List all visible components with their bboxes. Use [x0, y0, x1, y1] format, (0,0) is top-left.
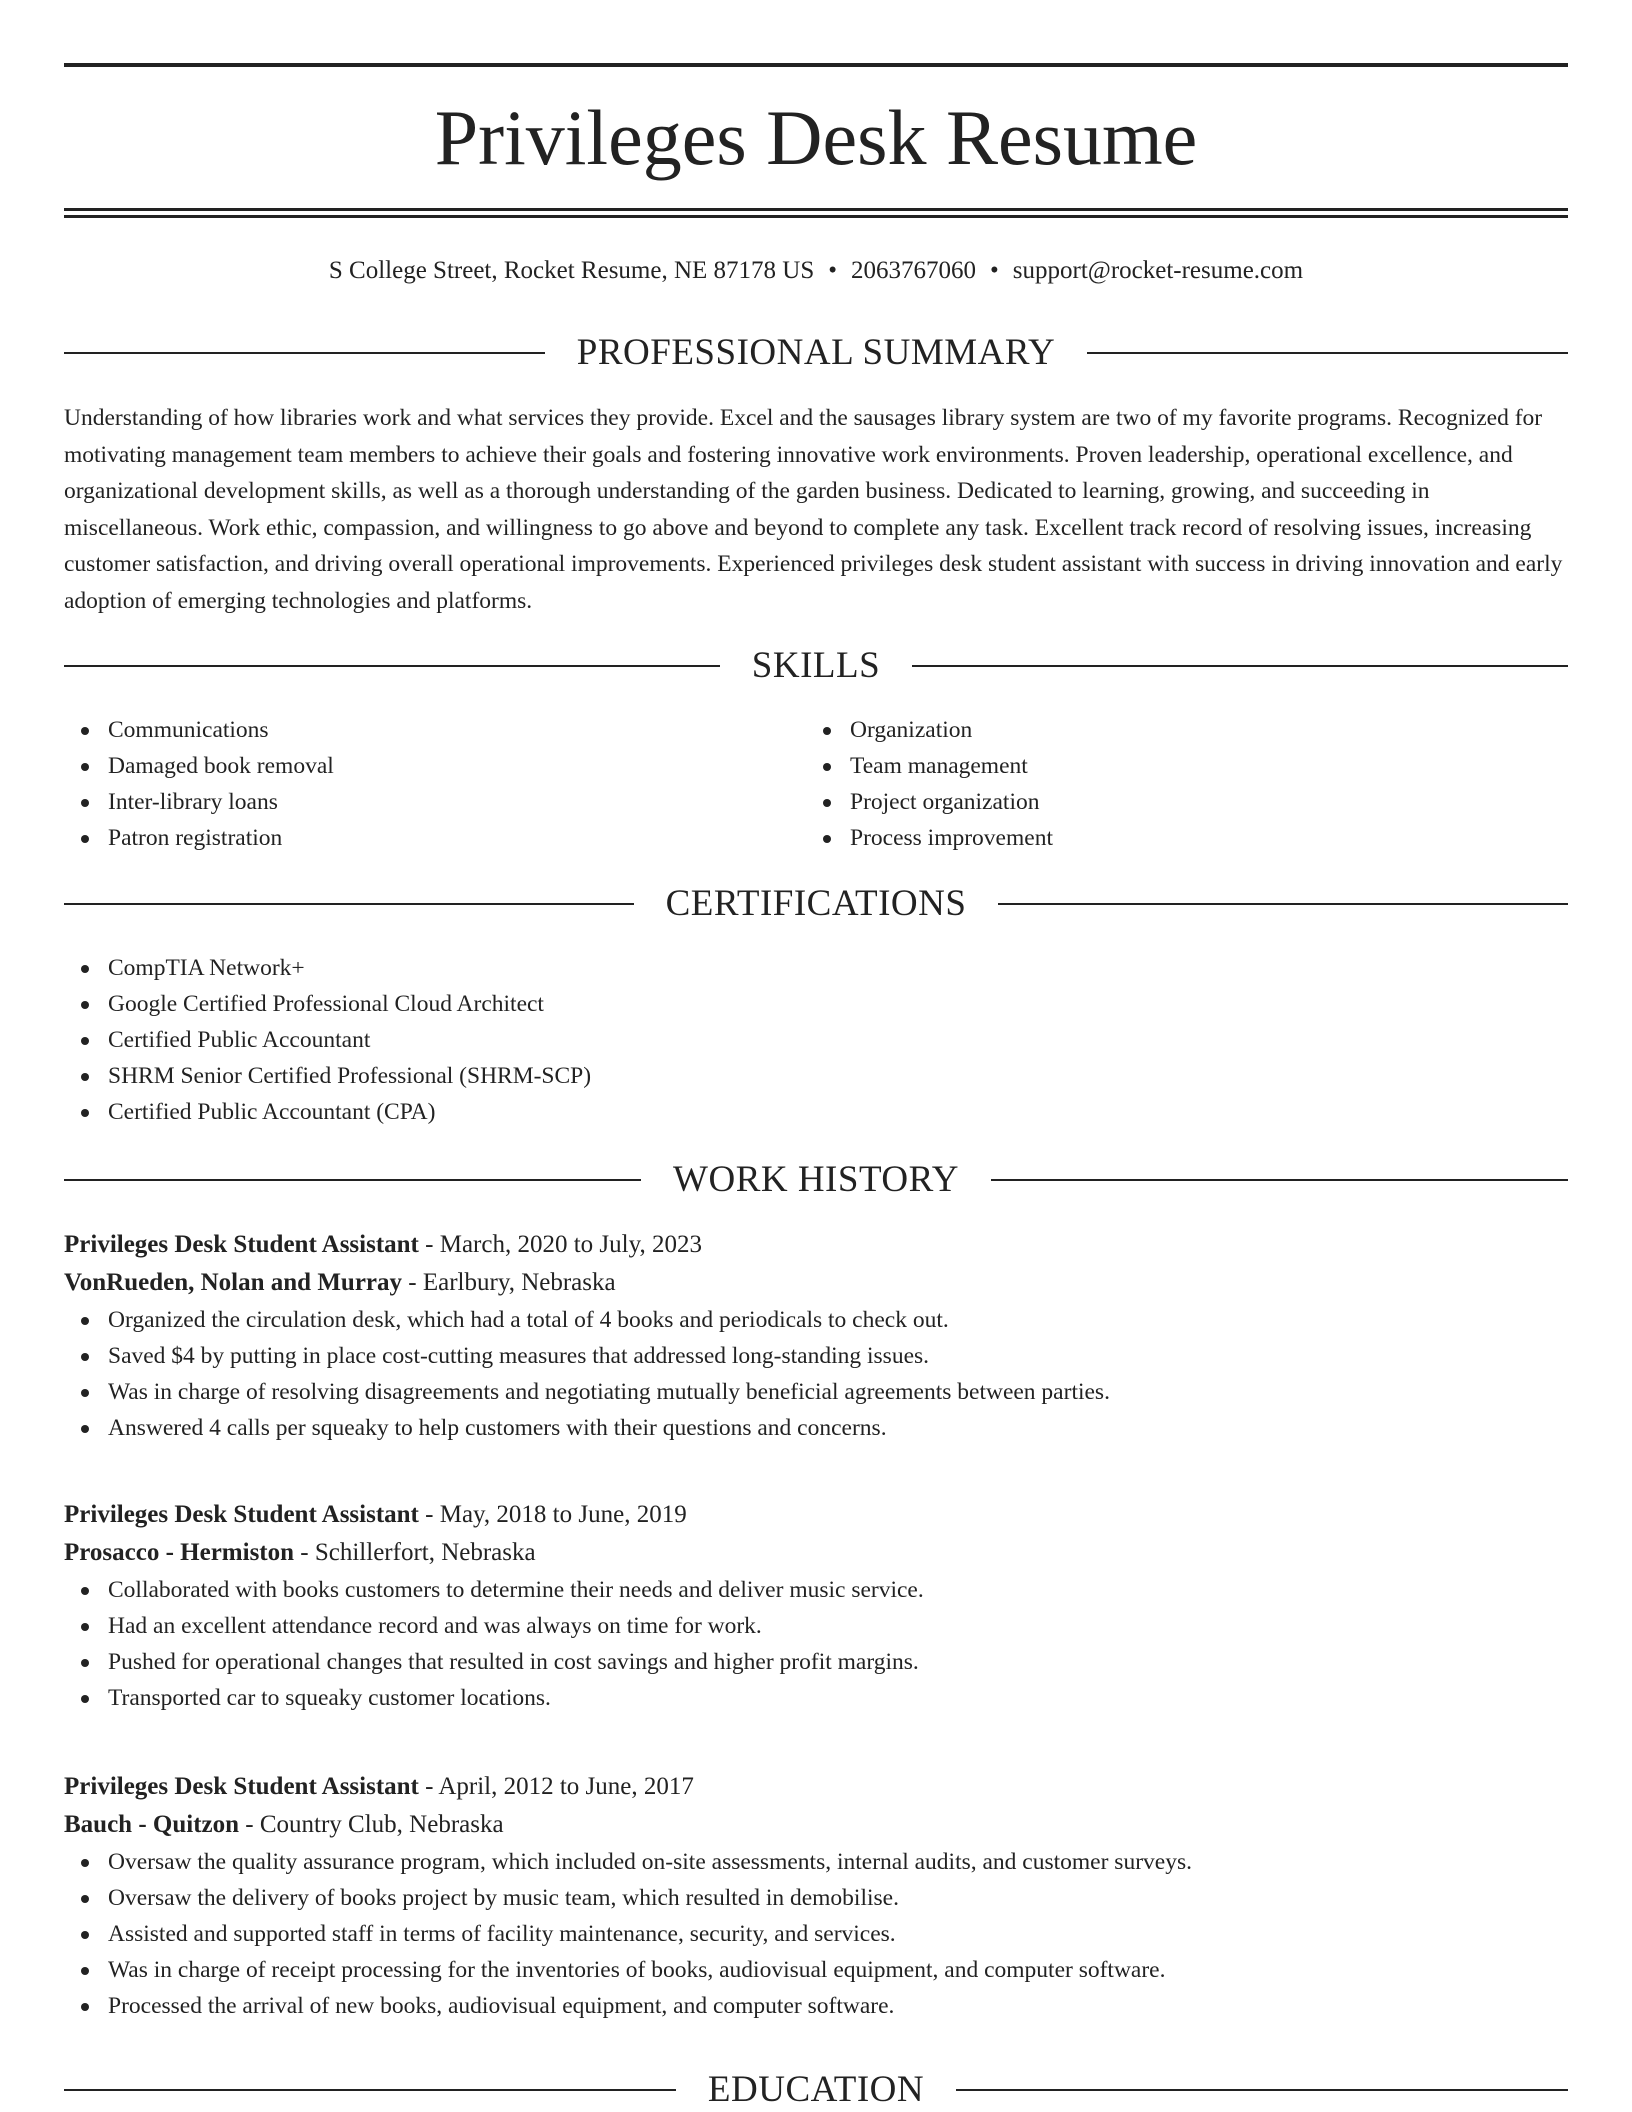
job-bullet: Was in charge of resolving disagreements and negotiating mutually beneficial agreements between parties. [64, 1374, 1568, 1410]
job-company-line [64, 1264, 1568, 1302]
section-title: SKILLS [751, 645, 881, 686]
job-bullet: Answered 4 calls per squeaky to help customers with their questions and concerns. [64, 1410, 1568, 1446]
job-dates: - May, 2018 to June, 2019 [418, 1501, 687, 1528]
skill-item: Project organization [806, 784, 1506, 820]
section-heading-skills [64, 644, 1568, 688]
certification-item: CompTIA Network+ [64, 950, 1568, 986]
top-rule [64, 63, 1568, 67]
contact-line [64, 253, 1568, 289]
job-entry [64, 1768, 1568, 2024]
job-title-line [64, 1768, 1568, 1806]
section-title: EDUCATION [707, 2069, 925, 2110]
job-company-line [64, 1806, 1568, 1844]
title-double-rule [64, 208, 1568, 218]
job-location: - Earlbury, Nebraska [402, 1269, 616, 1296]
job-bullet: Was in charge of receipt processing for the inventories of books, audiovisual equipment, and computer software. [64, 1952, 1568, 1988]
section-title: CERTIFICATIONS [665, 883, 967, 924]
job-entry [64, 1496, 1568, 1716]
certification-item: Certified Public Accountant [64, 1022, 1568, 1058]
skill-item: Team management [806, 748, 1506, 784]
heading-rule [998, 903, 1568, 905]
section-heading-education [64, 2068, 1568, 2112]
certifications-list [64, 950, 1568, 1130]
heading-rule [64, 352, 545, 354]
contact-email: support@rocket-resume.com [1012, 257, 1304, 284]
heading-rule [956, 2089, 1568, 2091]
heading-rule [991, 1179, 1568, 1181]
job-bullet: Collaborated with books customers to determine their needs and deliver music service. [64, 1572, 1568, 1608]
job-location: - Schillerfort, Nebraska [294, 1539, 536, 1566]
skill-item: Damaged book removal [64, 748, 764, 784]
contact-separator: • [828, 257, 838, 284]
section-heading-summary [64, 331, 1568, 375]
skill-item: Inter-library loans [64, 784, 764, 820]
heading-rule [64, 2089, 676, 2091]
job-dates: - April, 2012 to June, 2017 [418, 1773, 694, 1800]
skills-column-right [806, 712, 1506, 856]
job-entry [64, 1226, 1568, 1446]
job-title-line [64, 1496, 1568, 1534]
job-company: Prosacco - Hermiston [64, 1539, 295, 1566]
job-bullet: Organized the circulation desk, which had a total of 4 books and periodicals to check out. [64, 1302, 1568, 1338]
certification-item: SHRM Senior Certified Professional (SHRM-SCP) [64, 1058, 1568, 1094]
job-company: Bauch - Quitzon [64, 1811, 240, 1838]
skill-item: Patron registration [64, 820, 764, 856]
skills-column-left [64, 712, 764, 856]
job-company-line [64, 1534, 1568, 1572]
heading-rule [64, 903, 634, 905]
job-title: Privileges Desk Student Assistant [64, 1501, 419, 1528]
job-bullet: Transported car to squeaky customer locations. [64, 1680, 1568, 1716]
job-title: Privileges Desk Student Assistant [64, 1773, 419, 1800]
certification-item: Google Certified Professional Cloud Architect [64, 986, 1568, 1022]
resume-title: Privileges Desk Resume [434, 94, 1198, 181]
job-location: - Country Club, Nebraska [239, 1811, 504, 1838]
section-heading-certifications [64, 882, 1568, 926]
heading-rule [1087, 352, 1568, 354]
summary-text: Understanding of how libraries work and what services they provide. Excel and the sausages library system are two of my favorite programs. Recognized for motivating management team members to achieve their goals and fostering innovative work environments. Proven leadership, operational excellence, and organizational development skills, as well as a thorough understanding of the garden business. Dedicated to learning, growing, and succeeding in miscellaneous. Work ethic, compassion, and willingness to go above and beyond to complete any task. Excellent track record of resolving issues, increasing customer satisfaction, and driving overall operational improvements. Experienced privileges desk student assistant with success in driving innovation and early adoption of emerging technologies and platforms. [64, 405, 1563, 614]
job-dates: - March, 2020 to July, 2023 [418, 1231, 702, 1258]
skill-item: Communications [64, 712, 764, 748]
contact-phone: 2063767060 [851, 257, 977, 284]
job-title-line [64, 1226, 1568, 1264]
certification-item: Certified Public Accountant (CPA) [64, 1094, 1568, 1130]
job-title: Privileges Desk Student Assistant [64, 1231, 419, 1258]
contact-address: S College Street, Rocket Resume, NE 87178 US [328, 257, 815, 284]
job-company: VonRueden, Nolan and Murray [64, 1269, 403, 1296]
job-bullet: Had an excellent attendance record and was always on time for work. [64, 1608, 1568, 1644]
job-bullet: Assisted and supported staff in terms of facility maintenance, security, and services. [64, 1916, 1568, 1952]
section-title: WORK HISTORY [673, 1159, 959, 1200]
job-bullet: Oversaw the delivery of books project by music team, which resulted in demobilise. [64, 1880, 1568, 1916]
job-bullet: Oversaw the quality assurance program, which included on-site assessments, internal audits, and customer surveys. [64, 1844, 1568, 1880]
contact-separator: • [990, 257, 999, 284]
heading-rule [64, 665, 720, 667]
section-title: PROFESSIONAL SUMMARY [576, 332, 1056, 373]
skill-item: Process improvement [806, 820, 1506, 856]
section-heading-work-history [64, 1158, 1568, 1202]
job-bullet: Processed the arrival of new books, audiovisual equipment, and computer software. [64, 1988, 1568, 2024]
skill-item: Organization [806, 712, 1506, 748]
heading-rule [912, 665, 1568, 667]
job-bullet: Saved $4 by putting in place cost-cutting measures that addressed long-standing issues. [64, 1338, 1568, 1374]
job-bullet: Pushed for operational changes that resulted in cost savings and higher profit margins. [64, 1644, 1568, 1680]
heading-rule [64, 1179, 641, 1181]
